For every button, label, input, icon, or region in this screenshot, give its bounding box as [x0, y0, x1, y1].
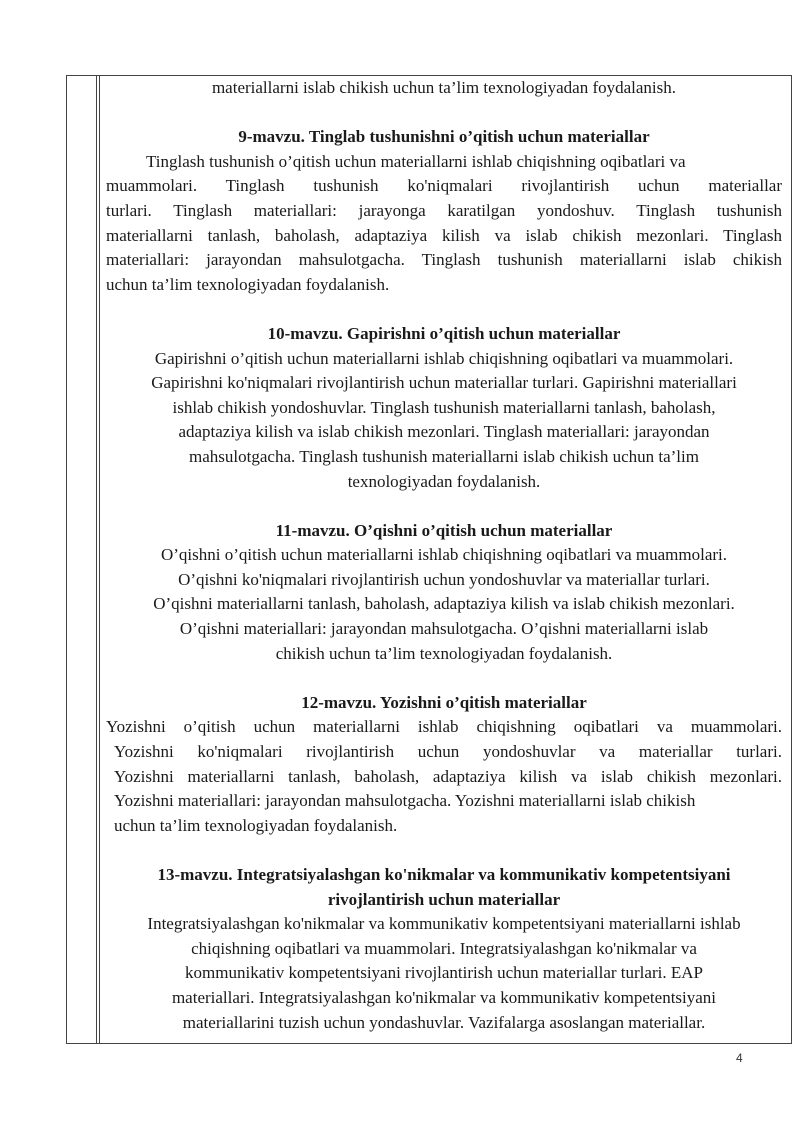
- topic-9-line: materiallari: jarayondan mahsulotgacha. Tinglash tushunish materiallarni islab chikish: [106, 250, 782, 270]
- topic-11-heading: 11-mavzu. O’qishni o’qitish uchun materiallar: [275, 520, 613, 540]
- topic-12-heading: 12-mavzu. Yozishni o’qitish materiallar: [301, 692, 587, 712]
- topic-12-line: Yozishni ko'niqmalari rivojlantirish uchun yondoshuvlar va materiallar turlari.: [114, 742, 782, 762]
- topic-9-line: uchun ta’lim texnologiyadan foydalanish.: [106, 274, 390, 294]
- topic-11-line: O’qishni materiallari: jarayondan mahsulotgacha. O’qishni materiallarni islab: [179, 619, 709, 639]
- topic-12-line: uchun ta’lim texnologiyadan foydalanish.: [114, 815, 398, 835]
- topic-13-line: materiallari. Integratsiyalashgan ko'nikmalar va kommunikativ kompetentsiyani: [171, 987, 717, 1007]
- table-left-column: [66, 75, 97, 1044]
- topic-11-line: O’qishni o’qitish uchun materiallarni ishlab chiqishning oqibatlari va muammolari.: [160, 545, 728, 565]
- topic-10-line: adaptaziya kilish va islab chikish mezonlari. Tinglash materiallari: jarayondan: [178, 422, 710, 442]
- topic-9-line: Tinglash tushunish o’qitish uchun materiallarni ishlab chiqishning oqibatlari va: [146, 151, 686, 171]
- topic-13-heading-cont: rivojlantirish uchun materiallar: [327, 889, 561, 909]
- topic-9-line: materiallarni tanlash, baholash, adaptaziya kilish va islab chikish mezonlari. Tinglash: [106, 225, 782, 245]
- topic-12-line: Yozishni materiallarni tanlash, baholash, adaptaziya kilish va islab chikish mezonlari.: [114, 766, 782, 786]
- page-number: 4: [736, 1051, 743, 1065]
- topic-13-line: materiallarini tuzish uchun yondashuvlar. Vazifalarga asoslangan materiallar.: [182, 1012, 706, 1032]
- topic-9-line: muammolari. Tinglash tushunish ko'niqmalari rivojlantirish uchun materiallar: [106, 176, 782, 196]
- topic-12-line: Yozishni materiallari: jarayondan mahsulotgacha. Yozishni materiallarni islab chikish: [114, 791, 696, 811]
- topic-10-line: Gapirishni ko'niqmalari rivojlantirish uchun materiallar turlari. Gapirishni materiallari: [151, 373, 737, 393]
- document-body: [106, 76, 782, 1035]
- topic-10-heading: 10-mavzu. Gapirishni o’qitish uchun materiallar: [267, 323, 621, 343]
- topic-11-line: chikish uchun ta’lim texnologiyadan foydalanish.: [275, 643, 613, 663]
- topic-9-line: turlari. Tinglash materiallari: jarayonga karatilgan yondoshuv. Tinglash tushunish: [106, 200, 782, 220]
- topic-9-heading: 9-mavzu. Tinglab tushunishni o’qitish uchun materiallar: [238, 127, 650, 147]
- topic-12-line: Yozishni o’qitish uchun materiallarni ishlab chiqishning oqibatlari va muammolari.: [106, 717, 782, 737]
- topic-13-heading: 13-mavzu. Integratsiyalashgan ko'nikmalar va kommunikativ kompetentsiyani: [157, 865, 731, 884]
- topic-13-line: kommunikativ kompetentsiyani rivojlantirish uchun materiallar turlari. EAP: [185, 963, 703, 983]
- topic-10-line: mahsulotgacha. Tinglash tushunish materiallarni islab chikish uchun ta’lim: [189, 446, 699, 466]
- topic-13-line: chiqishning oqibatlari va muammolari. Integratsiyalashgan ko'nikmalar va: [191, 938, 697, 958]
- topic-10-line: ishlab chikish yondoshuvlar. Tinglash tushunish materiallarni tanlash, baholash,: [172, 397, 716, 417]
- topic-13-line: Integratsiyalashgan ko'nikmalar va kommunikativ kompetentsiyani materiallarni ishlab: [147, 914, 741, 934]
- continuation-line: materiallarni islab chikish uchun ta’lim texnologiyadan foydalanish.: [211, 78, 677, 97]
- topic-10-line: Gapirishni o’qitish uchun materiallarni ishlab chiqishning oqibatlari va muammolari.: [154, 348, 734, 368]
- topic-11-line: O’qishni ko'niqmalari rivojlantirish uchun yondoshuvlar va materiallar turlari.: [178, 569, 710, 589]
- topic-11-line: O’qishni materiallarni tanlash, baholash, adaptaziya kilish va islab chikish mezonlari.: [153, 594, 735, 614]
- topic-10-line: texnologiyadan foydalanish.: [347, 471, 541, 491]
- table-inner-border: [99, 75, 104, 1044]
